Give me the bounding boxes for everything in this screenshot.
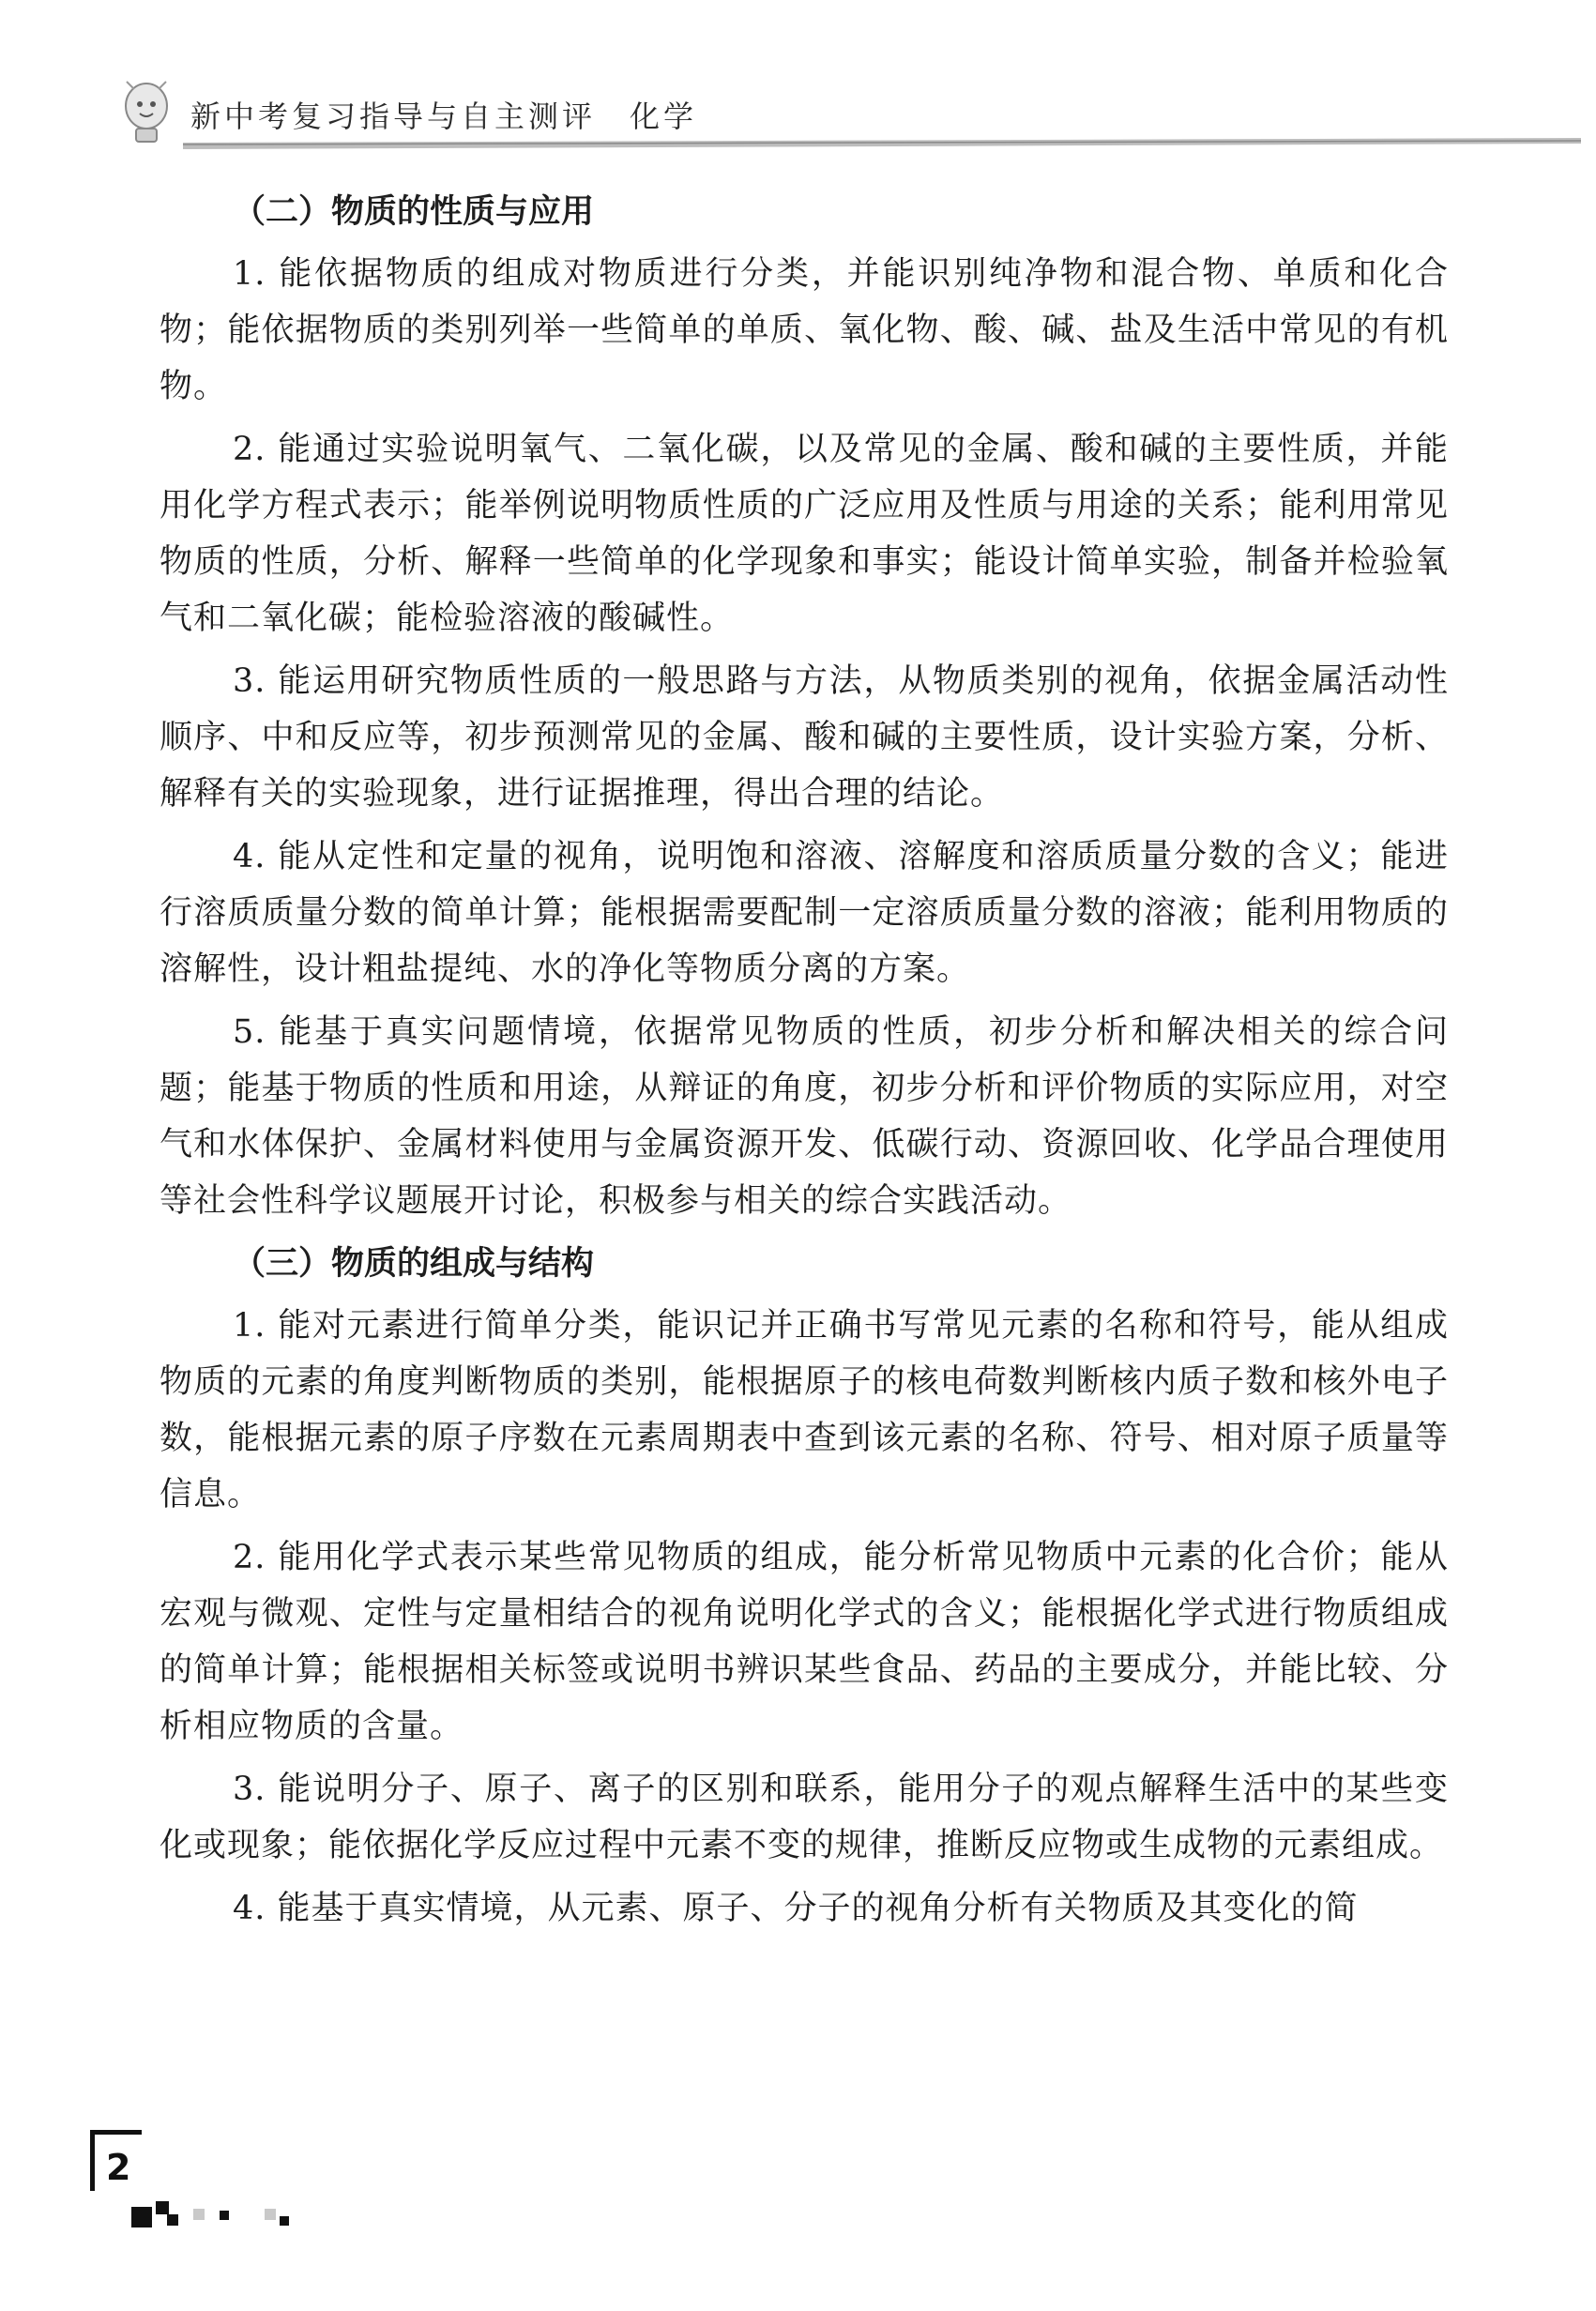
section-title: （二）物质的性质与应用 bbox=[233, 193, 595, 231]
book-title: 新中考复习指导与自主测评 化学 bbox=[190, 99, 698, 134]
paragraph: 2. 能用化学式表示某些常见物质的组成，能分析常见物质中元素的化合价；能从宏观与微观、定性与定量相结合的视角说明化学式的含义；能根据化学式进行物质组成的简单计算；能根据相关标签或说明书辨识某些食品、药品的主要成分，并能比较、分析相应物质的含量。 bbox=[160, 1539, 1449, 1745]
section-title: （三）物质的组成与结构 bbox=[233, 1245, 595, 1283]
header-rule bbox=[183, 138, 1581, 151]
paragraph: 1. 能依据物质的组成对物质进行分类，并能识别纯净物和混合物、单质和化合物；能依据物质的类别列举一些简单的单质、氧化物、酸、碱、盐及生活中常见的有机物。 bbox=[160, 255, 1449, 405]
paragraph: 5. 能基于真实问题情境，依据常见物质的性质，初步分析和解决相关的综合问题；能基于物质的性质和用途，从辩证的角度，初步分析和评价物质的实际应用，对空气和水体保护、金属材料使用与金属资源开发、低碳行动、资源回收、化学品合理使用等社会性科学议题展开讨论，积极参与相关的综合实践活动。 bbox=[160, 1013, 1449, 1220]
decorative-square bbox=[280, 2216, 289, 2226]
paragraph: 2. 能通过实验说明氧气、二氧化碳，以及常见的金属、酸和碱的主要性质，并能用化学方程式表示；能举例说明物质性质的广泛应用及性质与用途的关系；能利用常见物质的性质，分析、解释一些简单的化学现象和事实；能设计简单实验，制备并检验氧气和二氧化碳；能检验溶液的酸碱性。 bbox=[160, 431, 1449, 637]
decorative-square bbox=[156, 2201, 169, 2214]
decorative-square bbox=[193, 2209, 205, 2220]
paragraph: 3. 能运用研究物质性质的一般思路与方法，从物质类别的视角，依据金属活动性顺序、中和反应等，初步预测常见的金属、酸和碱的主要性质，设计实验方案，分析、解释有关的实验现象，进行证据推理，得出合理的结论。 bbox=[160, 662, 1449, 813]
paragraph: 4. 能从定性和定量的视角，说明饱和溶液、溶解度和溶质质量分数的含义；能进行溶质质量分数的简单计算；能根据需要配制一定溶质质量分数的溶液；能利用物质的溶解性，设计粗盐提纯、水的净化等物质分离的方案。 bbox=[160, 838, 1449, 988]
page-content bbox=[160, 178, 1449, 1943]
lightbulb-mascot-icon bbox=[117, 80, 175, 147]
paragraph: 1. 能对元素进行简单分类，能识记并正确书写常见元素的名称和符号，能从组成物质的元素的角度判断物质的类别，能根据原子的核电荷数判断核内质子数和核外电子数，能根据元素的原子序数在元素周期表中查到该元素的名称、符号、相对原子质量等信息。 bbox=[160, 1307, 1449, 1513]
decorative-square bbox=[220, 2211, 229, 2220]
paragraph: 3. 能说明分子、原子、离子的区别和联系，能用分子的观点解释生活中的某些变化或现象；能依据化学反应过程中元素不变的规律，推断反应物或生成物的元素组成。 bbox=[160, 1771, 1449, 1864]
decorative-square bbox=[131, 2207, 152, 2227]
page-header bbox=[117, 80, 1581, 155]
page-number: 2 bbox=[106, 2147, 131, 2188]
decorative-square bbox=[167, 2214, 178, 2226]
decorative-square bbox=[265, 2209, 276, 2220]
paragraph: 4. 能基于真实情境，从元素、原子、分子的视角分析有关物质及其变化的简 bbox=[233, 1890, 1359, 1927]
